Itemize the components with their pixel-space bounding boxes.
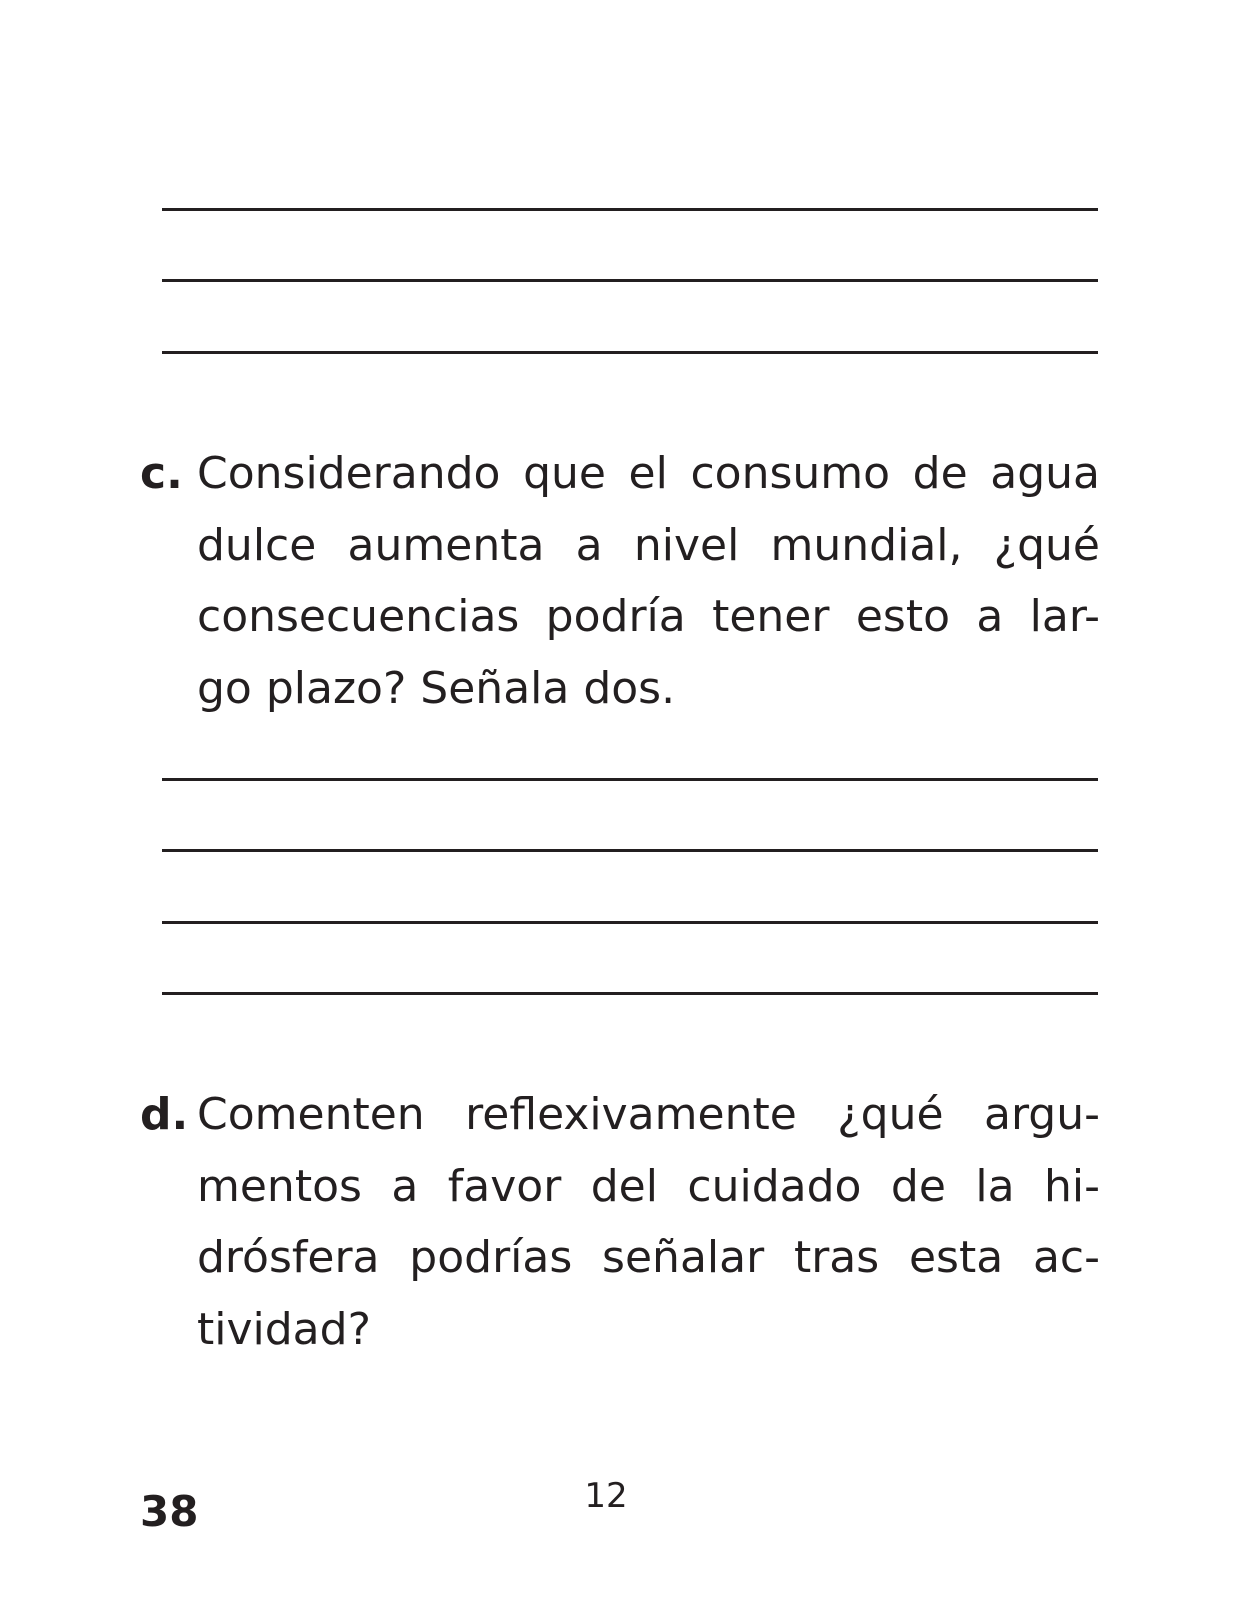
answer-line[interactable] [162, 778, 1098, 781]
answer-line[interactable] [162, 208, 1098, 211]
question-letter: c. [140, 448, 183, 499]
question-text-line: go plazo? Señala dos. [197, 663, 676, 714]
answer-line[interactable] [162, 849, 1098, 852]
question-text-line: drósfera podrías señalar tras esta ac- [197, 1232, 1100, 1283]
question-d [140, 1079, 1100, 1367]
question-text-line: Considerando que el consumo de agua [197, 448, 1100, 499]
sheet-number: 12 [584, 1476, 628, 1516]
question-text-line: consecuencias podría tener esto a lar- [197, 591, 1100, 642]
question-text-line: tividad? [197, 1304, 371, 1355]
question-text-line: dulce aumenta a nivel mundial, ¿qué [197, 520, 1100, 571]
question-text-line: mentos a favor del cuidado de la hi- [197, 1161, 1100, 1212]
answer-line[interactable] [162, 992, 1098, 995]
answer-line[interactable] [162, 279, 1098, 282]
answer-line[interactable] [162, 351, 1098, 354]
question-c [140, 438, 1100, 726]
question-text-line: Comenten reflexivamente ¿qué argu- [197, 1089, 1100, 1140]
page-number: 38 [140, 1487, 199, 1536]
answer-line[interactable] [162, 921, 1098, 924]
question-letter: d. [140, 1089, 189, 1140]
